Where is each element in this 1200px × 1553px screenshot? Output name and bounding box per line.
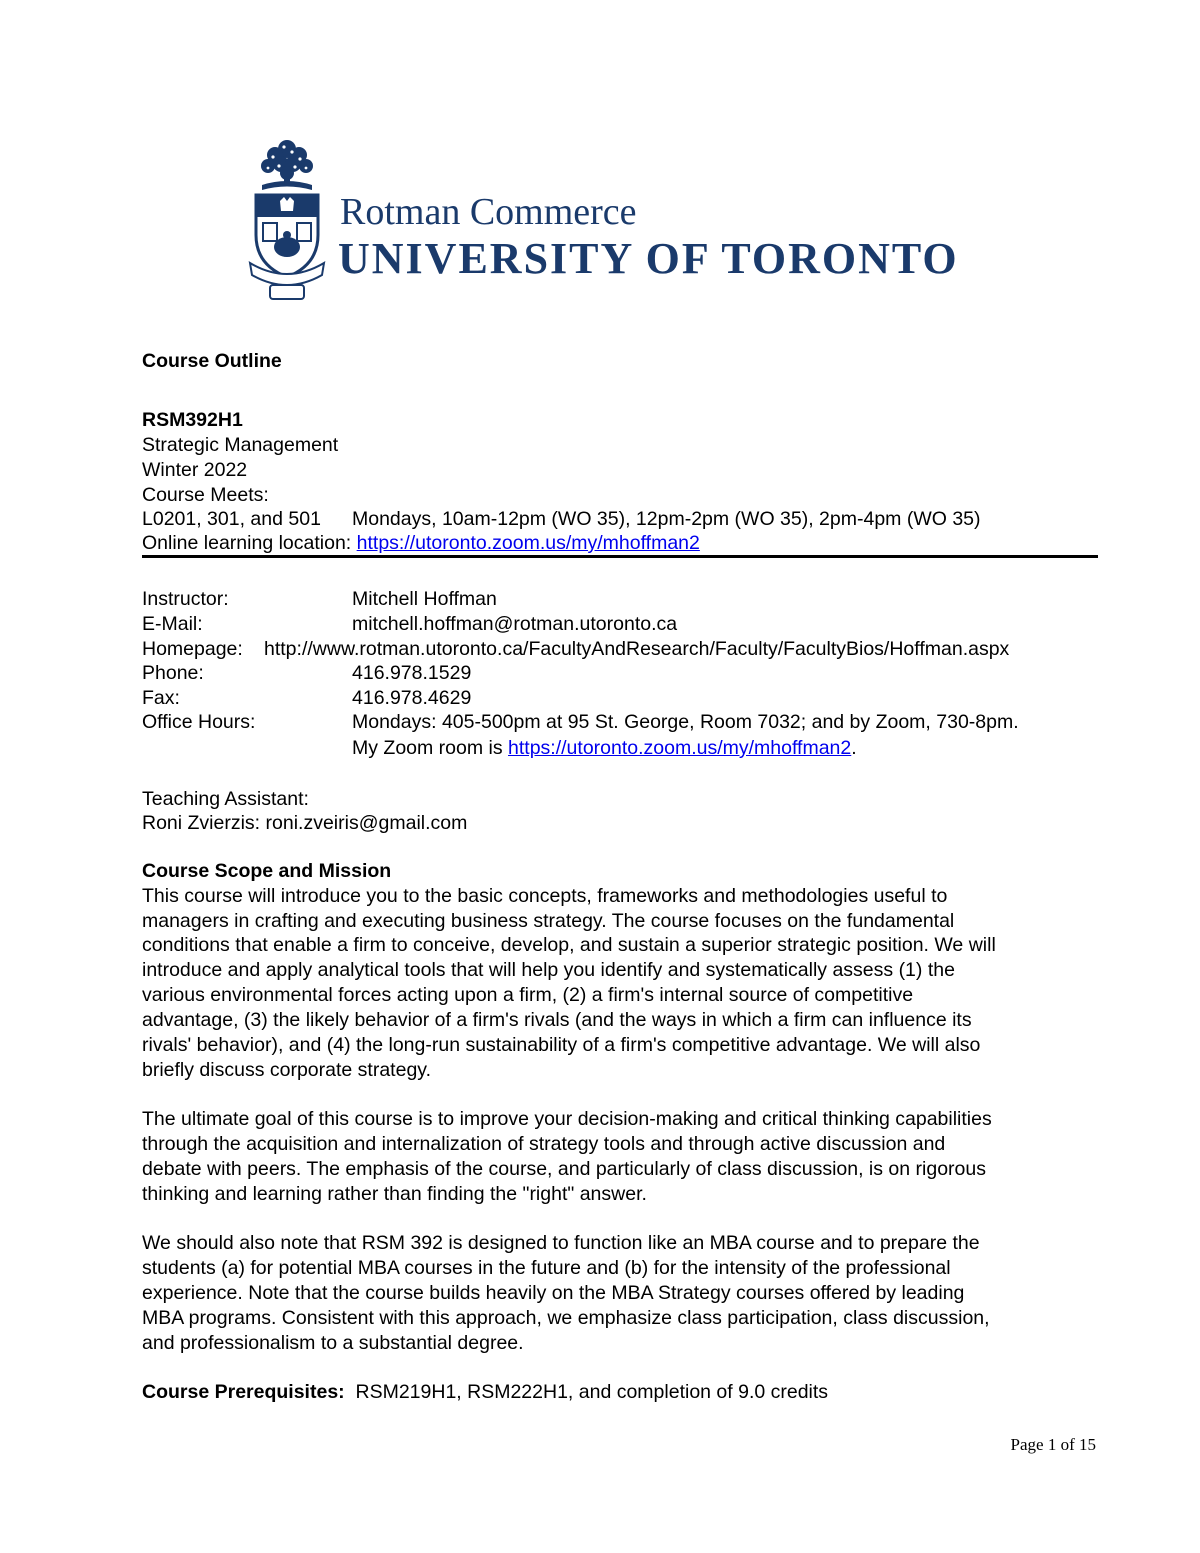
instructor-value: Mitchell Hoffman: [352, 588, 497, 610]
course-meets-label: Course Meets:: [142, 484, 269, 506]
phone-value: 416.978.1529: [352, 662, 472, 684]
course-code: RSM392H1: [142, 409, 243, 431]
zoom-room-prefix: My Zoom room is: [352, 737, 509, 759]
scope-heading: Course Scope and Mission: [142, 860, 392, 882]
scope-p1-line: managers in crafting and executing business strategy. The course focuses on the fundamental: [142, 910, 955, 932]
office-hours-value: Mondays: 405-500pm at 95 St. George, Room 7032; and by Zoom, 730-8pm.: [352, 711, 1019, 733]
homepage-value[interactable]: http://www.rotman.utoronto.ca/FacultyAndResearch/Faculty/FacultyBios/Hoffman.aspx: [264, 638, 1010, 660]
zoom-room-link[interactable]: https://utoronto.zoom.us/my/mhoffman2: [508, 737, 852, 759]
online-location-line: [142, 531, 700, 556]
scope-p2-line: thinking and learning rather than finding the "right" answer.: [142, 1183, 647, 1205]
fax-label: Fax:: [142, 687, 180, 709]
online-location-link[interactable]: https://utoronto.zoom.us/my/mhoffman2: [356, 532, 700, 554]
course-sections: L0201, 301, and 501: [142, 508, 321, 530]
scope-p1-line: introduce and apply analytical tools that will help you identify and systematically assess (1) the: [142, 959, 955, 981]
scope-p2-line: through the acquisition and internalization of strategy tools and through active discussion and: [142, 1133, 946, 1155]
homepage-label: Homepage:: [142, 638, 243, 660]
scope-p1-line: various environmental forces acting upon a firm, (2) a firm's internal source of competitive: [142, 984, 914, 1006]
rotman-commerce-wordmark: Rotman Commerce: [340, 191, 637, 233]
scope-p3-line: and professionalism to a substantial degree.: [142, 1332, 524, 1354]
scope-p3-line: experience. Note that the course builds heavily on the MBA Strategy courses offered by leading: [142, 1282, 965, 1304]
office-hours-label: Office Hours:: [142, 711, 256, 733]
zoom-room-suffix: .: [851, 737, 857, 759]
instructor-label: Instructor:: [142, 588, 229, 610]
online-location-label: Online learning location:: [142, 532, 357, 554]
scope-p1-line: rivals' behavior), and (4) the long-run sustainability of a firm's competitive advantage. We will also: [142, 1034, 981, 1056]
document-title: Course Outline: [142, 350, 282, 372]
prerequisites-label: Course Prerequisites:: [142, 1381, 345, 1403]
email-label: E-Mail:: [142, 613, 203, 635]
zoom-room-line: [352, 736, 857, 761]
fax-value: 416.978.4629: [352, 687, 472, 709]
prerequisites-line: [142, 1380, 828, 1405]
scope-p2-line: debate with peers. The emphasis of the course, and particularly of class discussion, is on rigorous: [142, 1158, 986, 1180]
ta-label: Teaching Assistant:: [142, 788, 309, 810]
scope-p1-line: briefly discuss corporate strategy.: [142, 1059, 432, 1081]
course-name: Strategic Management: [142, 434, 339, 456]
prerequisites-value: RSM219H1, RSM222H1, and completion of 9.0 credits: [344, 1381, 829, 1403]
header-divider: [142, 555, 1098, 558]
scope-p1-line: advantage, (3) the likely behavior of a firm's rivals (and the ways in which a firm can influence its: [142, 1009, 972, 1031]
scope-p1-line: This course will introduce you to the basic concepts, frameworks and methodologies useful to: [142, 885, 948, 907]
scope-p3-line: We should also note that RSM 392 is designed to function like an MBA course and to prepare the: [142, 1232, 980, 1254]
course-term: Winter 2022: [142, 459, 248, 481]
course-meeting-times: Mondays, 10am-12pm (WO 35), 12pm-2pm (WO 35), 2pm-4pm (WO 35): [352, 508, 981, 530]
scope-p2-line: The ultimate goal of this course is to improve your decision-making and critical thinking capabilities: [142, 1108, 992, 1130]
page-number: Page 1 of 15: [1010, 1435, 1096, 1454]
scope-p1-line: conditions that enable a firm to conceive, develop, and sustain a superior strategic position. We will: [142, 934, 996, 956]
phone-label: Phone:: [142, 662, 204, 684]
scope-p3-line: students (a) for potential MBA courses in the future and (b) for the intensity of the professional: [142, 1257, 951, 1279]
email-value[interactable]: mitchell.hoffman@rotman.utoronto.ca: [352, 613, 678, 635]
ta-value: Roni Zvierzis: roni.zveiris@gmail.com: [142, 812, 468, 834]
university-of-toronto-wordmark: UNIVERSITY OF TORONTO: [338, 234, 959, 283]
scope-p3-line: MBA programs. Consistent with this approach, we emphasize class participation, class discussion,: [142, 1307, 990, 1329]
university-crest-logo: [248, 135, 326, 303]
